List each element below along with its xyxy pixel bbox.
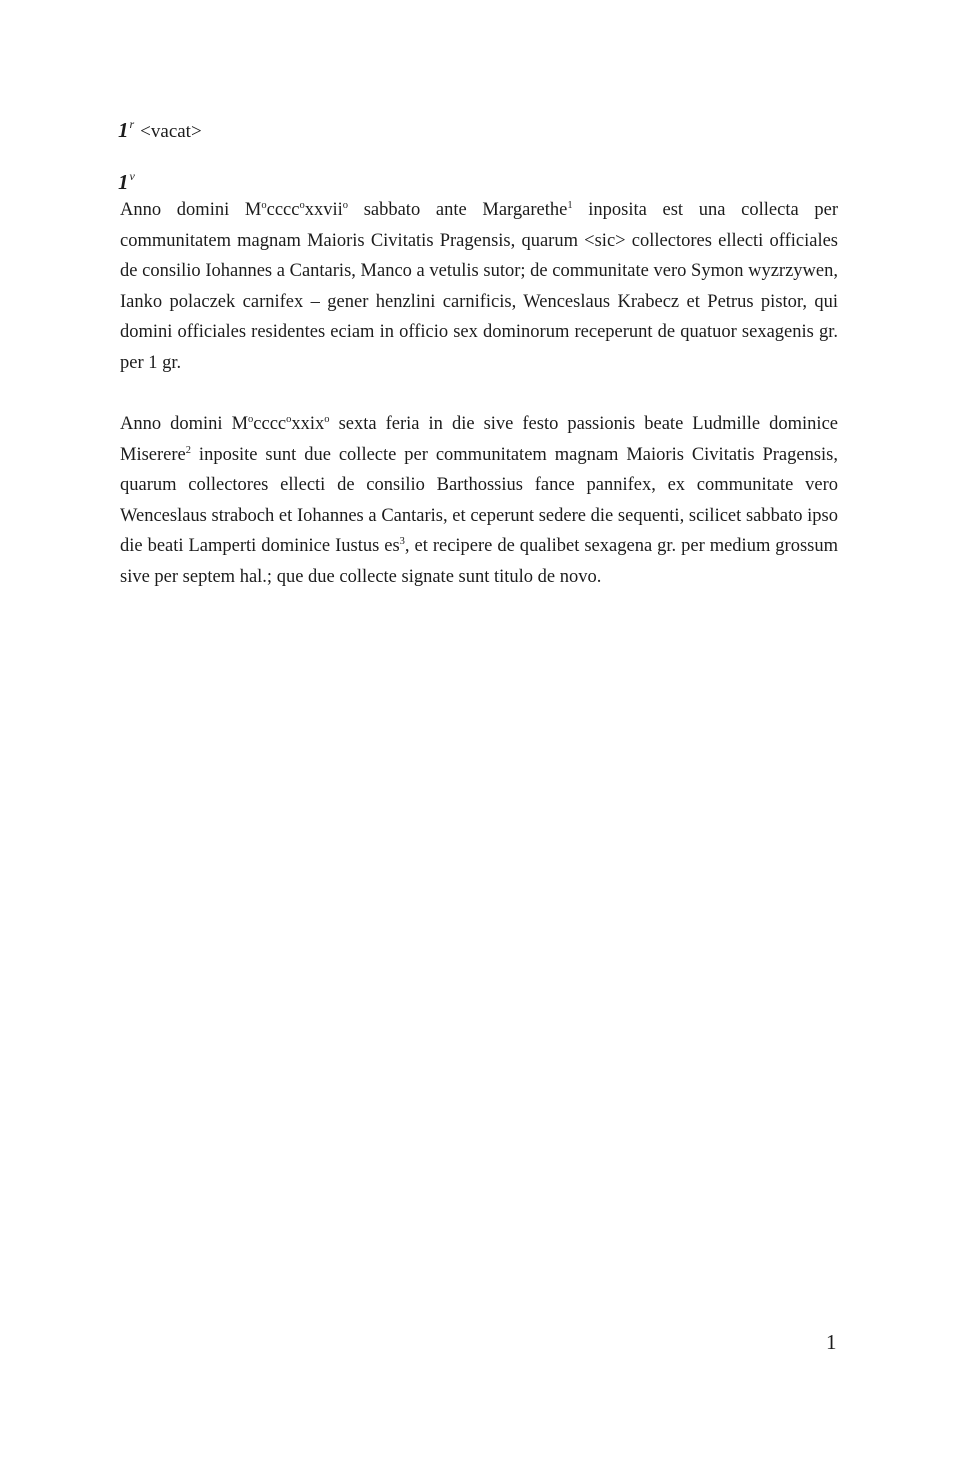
folio-side-marker: v: [129, 169, 135, 183]
folio-verso-heading: [118, 164, 135, 196]
superscript-o: o: [286, 414, 292, 425]
entry-paragraph-1: [120, 195, 838, 378]
folio-side-marker: r: [129, 117, 135, 131]
entry-text: xxvii: [304, 200, 343, 220]
folio-recto-heading: [118, 112, 202, 144]
entry-text: sexta feria in die sive festo passionis beate Ludmille dominice Miserere: [120, 414, 838, 465]
page-number: 1: [826, 1330, 837, 1354]
superscript-o: o: [324, 414, 330, 425]
superscript-o: o: [299, 200, 305, 211]
folio-number: 1: [118, 118, 129, 142]
entry-text: , et recipere de qualibet sexagena gr. per medium grossum sive per septem hal.; que due collecte signate sunt titulo de novo.: [120, 536, 838, 587]
footnote-marker: 1: [567, 200, 573, 211]
entry-text: Anno domini M: [120, 200, 262, 220]
superscript-o: o: [248, 414, 254, 425]
folio-number: 1: [118, 170, 129, 194]
entry-text: inposita est una collecta per communitatem magnam Maioris Civitatis Pragensis, quarum <sic> collectores ellecti officiales de consilio Iohannes a Cantaris, Manco a vetulis sutor; de communitate vero Symon wyzrzywen, Ianko polaczek carnifex – gener henzlini carnificis, Wenceslaus Krabecz et Petrus pistor, qui domini officiales residentes eciam in officio sex dominorum receperunt de quatuor sexagenis gr. per 1 gr.: [120, 200, 838, 373]
entry-text: cccc: [266, 200, 300, 220]
footnote-marker: 2: [185, 444, 191, 456]
footnote-marker: 3: [399, 536, 405, 547]
superscript-o: o: [342, 200, 348, 211]
vacat-note: <vacat>: [140, 121, 202, 142]
entry-text: inposite sunt due collecte per communitatem magnam Maioris Civitatis Pragensis, quarum collectores ellecti de consilio Barthossius fance pannifex, ex communitate vero Wenceslaus straboch et Iohannes a Cantaris, et ceperunt sedere die sequenti, scilicet sabbato ipso die beati Lamperti dominice Iustus es: [120, 444, 838, 556]
entry-text: Anno domini M: [120, 414, 249, 434]
superscript-o: o: [261, 200, 267, 211]
entry-text: cccc: [253, 414, 287, 434]
entry-text: sabbato ante Margarethe: [348, 200, 568, 220]
entry-text: xxix: [291, 414, 325, 434]
entry-paragraph-2: [120, 409, 838, 592]
